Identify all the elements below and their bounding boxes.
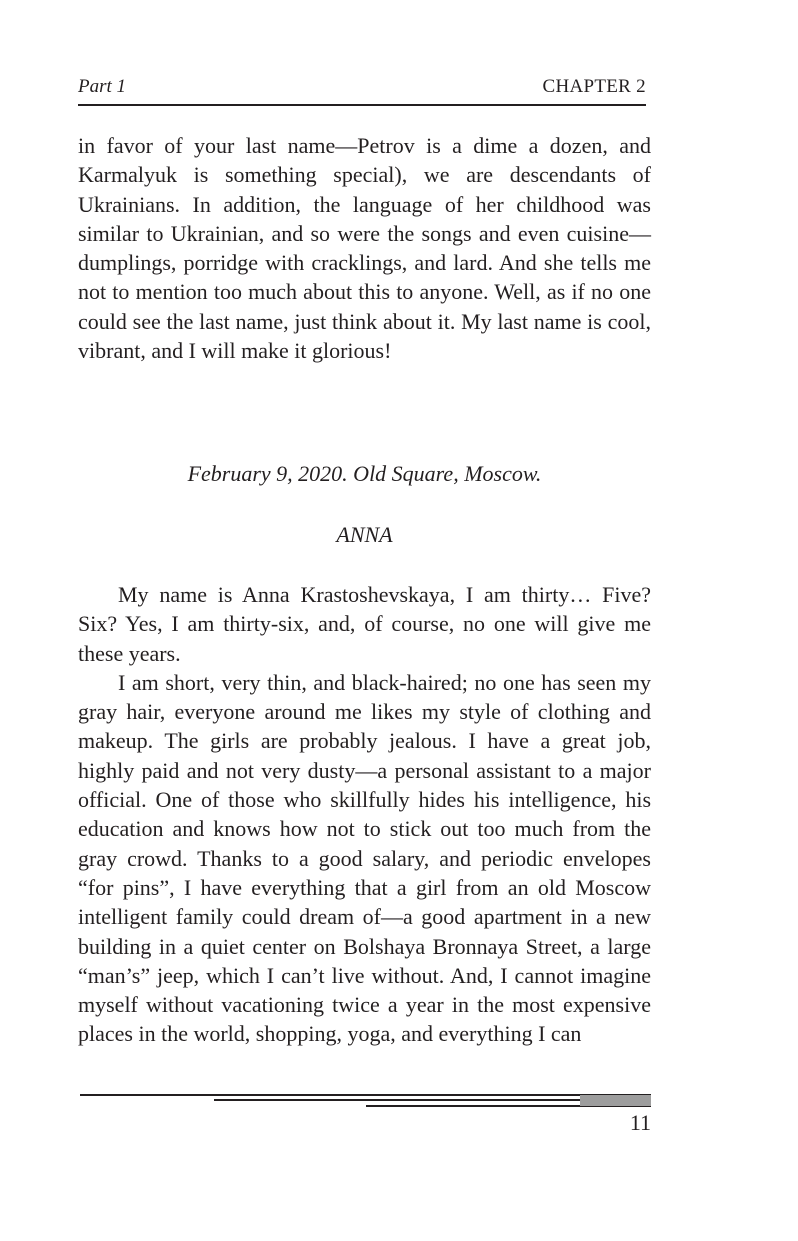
dateline: February 9, 2020. Old Square, Moscow.: [187, 461, 542, 486]
body-text-top: [78, 131, 651, 365]
footer-ornament: [580, 1095, 651, 1106]
paragraph: I am short, very thin, and black-haired; no one has seen my gray hair, everyone around me likes my style of clothing and makeup. The girls are probably jealous. I have a great job, highly paid and not very dusty—a personal assistant to a major official. One of those who skillfully hides his intelligence, his education and knows how not to stick out too much from the gray crowd. Thanks to a good salary, and periodic envelopes “for pins”, I have everything that a girl from an old Moscow intelligent family could dream of—a good apartment in a new building in a quiet center on Bolshaya Bronnaya Street, a large “man’s” jeep, which I can’t live without. And, I cannot imagine myself without vacationing twice a year in the most expensive places in the world, shopping, yoga, and everything I can: [78, 669, 651, 1047]
body-text-bottom: [78, 580, 651, 1049]
paragraph: My name is Anna Krastoshevskaya, I am thirty… Five? Six? Yes, I am thirty-six, and, of course, no one will give me these years.: [78, 582, 651, 666]
footer-rule: [80, 1094, 651, 1096]
page-number: 11: [629, 1110, 651, 1135]
paragraph: in favor of your last name—Petrov is a dime a dozen, and Karmalyuk is something special), we are descendants of Ukrainians. In addition, the language of her childhood was similar to Ukrainian, and so were the songs and even cuisine—dumplings, porridge with cracklings, and lard. And she tells me not to mention too much about this to anyone. Well, as if no one could see the last name, just think about it. My last name is cool, vibrant, and I will make it glorious!: [78, 133, 651, 364]
speaker-heading: ANNA: [336, 522, 393, 547]
part-label: Part 1: [78, 76, 127, 97]
header-rule: [78, 104, 646, 106]
chapter-label: CHAPTER 2: [542, 76, 646, 97]
running-header: [78, 76, 646, 104]
